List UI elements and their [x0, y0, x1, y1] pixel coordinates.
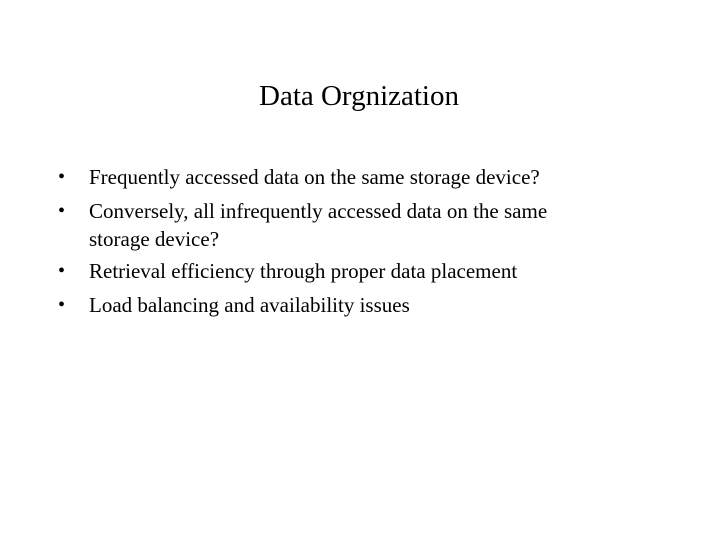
bullet-text: Load balancing and availability issues	[89, 293, 410, 317]
bullet-text: Conversely, all infrequently accessed data on the same	[89, 199, 548, 223]
list-item	[58, 160, 658, 194]
bullet-text-continuation: storage device?	[89, 227, 220, 251]
bullet-list	[58, 160, 658, 322]
slide-title: Data Orgnization	[259, 80, 459, 112]
bullet-icon: •	[58, 166, 66, 188]
bullet-icon: •	[58, 260, 66, 282]
list-item	[58, 254, 658, 288]
bullet-text: Retrieval efficiency through proper data placement	[89, 259, 518, 283]
bullet-icon: •	[58, 294, 66, 316]
bullet-text: Frequently accessed data on the same storage device?	[89, 165, 540, 189]
list-item	[58, 194, 658, 254]
list-item	[58, 288, 658, 322]
bullet-icon: •	[58, 200, 66, 222]
